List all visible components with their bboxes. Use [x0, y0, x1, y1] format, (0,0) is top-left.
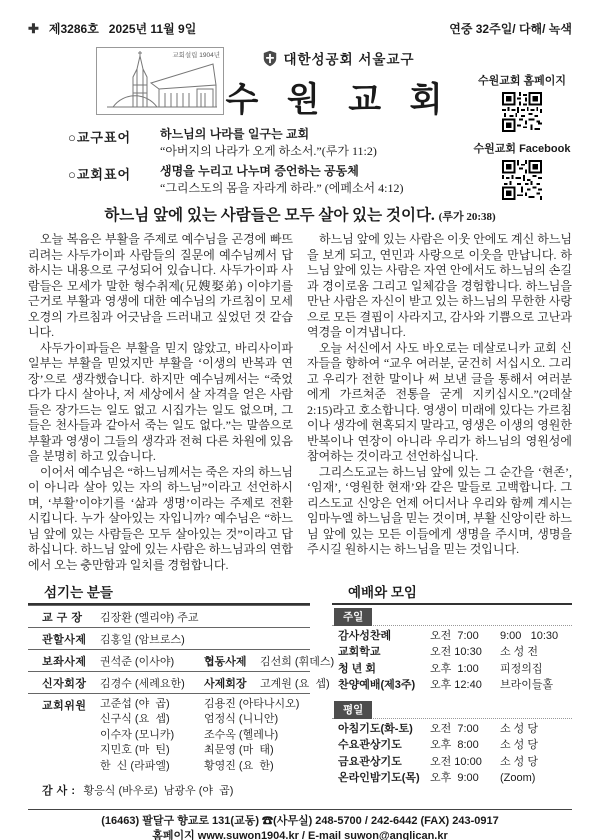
- cross-icon: ✚: [28, 20, 39, 36]
- diocese-motto-text: 하느님의 나라를 일구는 교회: [160, 127, 310, 141]
- diocese-shield-icon: [263, 50, 277, 67]
- issue-number: 제3286호: [48, 22, 99, 36]
- church-motto-text: 생명을 누리고 나누며 증언하는 공동체: [160, 164, 359, 178]
- worship-row: 수요관상기도 오후 8:00 소 성 당: [338, 739, 538, 751]
- sunday-badge: 주일: [334, 608, 372, 626]
- worship-section: [332, 581, 572, 800]
- homepage-label: 수원교회 홈페이지: [477, 75, 567, 87]
- footer-address-phone: (16463) 팔달구 향교로 131(교동) ☎(사무실) 248-5700 / 242-6442 (FAX) 243-0917: [101, 815, 499, 827]
- sermon-article: [28, 232, 572, 573]
- worship-heading: 예배와 모임: [332, 581, 572, 605]
- worship-row: 교회학교 오전 10:30 소 성 전: [338, 646, 538, 658]
- article-right-column: [307, 232, 572, 573]
- committee-member: 최문영 (마 태): [204, 744, 274, 756]
- church-founded-caption: 교회설립 1904년: [172, 52, 220, 59]
- issue-header: [28, 20, 572, 37]
- table-row: 보좌사제 권석준 (이사야) 협동사제 김선희 (휘데스): [28, 649, 310, 671]
- church-title: 수 원 교 회: [225, 82, 453, 119]
- worship-row: 금요관상기도 오전 10:00 소 성 당: [338, 755, 538, 768]
- facebook-qr-code: [502, 160, 542, 200]
- committee-member: 지민호 (마 틴): [100, 744, 170, 756]
- weekday-section-header: [332, 698, 572, 719]
- committee-col-2: [204, 697, 308, 775]
- paragraph: 오늘 복음은 부활을 주제로 예수님을 곤경에 빠뜨리려는 사두가이파 사람들의 질문에 예수님께서 답하시는 내용으로 구성되어 있습니다. 사두가이파 사람들은 모세가 말한 형수취제(兄嫂娶弟) 이야기를 근거로 부활과 영생에 대한 예수님의 가르침이 모세오경의 가르침과 어긋남을 드러내고 싶었던 것 같습니다.: [28, 232, 293, 339]
- table-row: 관할사제 김홍일 (암브로스): [28, 627, 310, 649]
- worship-row: 아침기도(화-토) 오전 7:00 소 성 당: [338, 722, 538, 735]
- issue-date: 2025년 11월 9일: [108, 22, 197, 36]
- table-row: 교 구 장 김장환 (엘리야) 주교: [28, 605, 310, 627]
- paragraph: 이어서 예수님은 “하느님께서는 죽은 자의 하느님이 아니라 살아 있는 자의 하느님”이라고 선언하시며, ‘부활’이야기를 ‘삶과 생명’이라는 주제로 전환시킵니다. 누가 살아있는 자입니까? 예수님은 “하느님 앞에 있는 사람들은 모두 살아있는 것”이라고 답하십니다. 하느님 앞에 있는 사람은 하느님과의 연합에서 오는 충만함과 일치를 경험합니다.: [28, 464, 293, 572]
- worship-row: 온라인밤기도(목) 오후 9:00 (Zoom): [338, 772, 536, 784]
- paragraph: 하느님 앞에 있는 사람은 이웃 안에도 계신 하느님을 보게 되고, 연민과 사랑으로 이웃을 만납니다. 하느님 앞에 있는 사람은 자연 안에서도 하느님의 손길과 경이로움 그리고 일체감을 경험합니다. 하느님을 만난 사람은 자신이 받고 있는 하느님의 무한한 사랑으로 모든 결핍이 사라지고, 감사와 기쁨으로 고난과 역경을 이겨냅니다.: [307, 232, 572, 339]
- diocese-motto-verse: “아버지의 나라가 오게 하소서.”(루가 11:2): [160, 144, 377, 158]
- servants-section: [28, 581, 335, 800]
- footer-web-email: 홈페이지 www.suwon1904.kr / E-mail suwon@anglican.kr: [152, 830, 448, 840]
- headline-reference: (루가 20:38): [438, 211, 496, 223]
- committee-member: 고준섭 (야 곱): [100, 697, 170, 710]
- footer: [28, 809, 572, 840]
- worship-row: 감사성찬례 오전 7:00 9:00 10:30: [338, 629, 559, 642]
- auditor-row: 감 사 : 황응식 (바우로) 남광우 (야 곱): [42, 784, 234, 797]
- servants-heading: 섬기는 분들: [28, 581, 310, 605]
- homepage-qr-code: [502, 92, 542, 132]
- church-motto-label: ○교회표어: [68, 167, 132, 182]
- committee-member: 신구식 (요 셉): [100, 713, 170, 725]
- paragraph: 오늘 서신에서 사도 바오로는 데살로니카 교회 신자들을 향하여 “교우 여러분, 굳건히 서십시오. 그리고 우리가 전한 말이나 써 보낸 글을 통해서 여러분에게 가르쳐준 전통을 굳게 지키십시오.”(2데살 2:15)라고 호소합니다. 영생이 미래에 있다는 가르침이나 생각에 현혹되지 말라고, 영생은 이생의 영원한 반복이나 연장이 아니라 우리가 하느님의 영원성에 참여하는 것이라고 선언하십니다.: [307, 340, 572, 463]
- diocese-motto-label: ○교구표어: [68, 130, 132, 145]
- committee-col-1: [100, 697, 204, 775]
- paragraph: 사두가이파들은 부활을 믿지 않았고, 바리사이파 일부는 부활을 믿었지만 부활을 ‘이생의 반복과 연장’으로 생각했습니다. 하지만 예수님께서는 “죽었다가 다시 살아나, 저 세상에서 살 자격을 얻은 사람들은 장가드는 일도 없고 시집가는 일도 없으며, 그들은 천사들과 같아서 죽는 일도 없다.”는 말씀으로 부활과 영생이 그들의 생각과 전혀 다른 차원에 있음을 분명히 하고 있습니다.: [28, 340, 293, 463]
- table-row: 신자회장 김경수 (세례요한) 사제회장 고계원 (요 셉): [28, 671, 310, 693]
- committee-member: 이수자 (모니카): [100, 728, 175, 741]
- paragraph: 그리스도교는 하느님 앞에 있는 그 순간을 ‘현존’, ‘임재’, ‘영원한 현재’와 같은 말들로 고백합니다. 그리스도교 신앙은 언제 어디서나 우리와 함께 계시는 임마누엘 하느님을 믿는 것이며, 부활 신앙이란 하느님 앞에 있는 모든 이들에게 생명을 주시며, 생명을 주시길 원하시는 하느님을 믿는 것입니다.: [307, 464, 572, 556]
- worship-row: 청 년 회 오후 1:00 피정의집: [338, 662, 543, 675]
- church-motto-verse: “그리스도의 몸을 자라게 하라.” (에페소서 4:12): [160, 181, 404, 195]
- committee-member: 엄정식 (니니안): [204, 713, 279, 725]
- committee-member: 한 신 (라파엘): [100, 759, 170, 772]
- facebook-label: 수원교회 Facebook: [473, 143, 571, 155]
- diocese-name: 대한성공회 서울교구: [283, 52, 415, 67]
- weekday-badge: 평일: [334, 701, 372, 719]
- church-illustration: [96, 47, 224, 115]
- committee-row: 교회위원 고준섭 (야 곱) 신구식 (요 셉) 이수자 (모니카) 지민호 (마 틴) 한 신 (라파엘) 김용진 (아타나시오) 엄정식 (니니안) 조수옥 (헬레나) 최문영 (마 태) 황영진 (요 한): [28, 693, 310, 777]
- headline-text: 하느님 앞에 있는 사람들은 모두 살아 있는 것이다.: [104, 207, 435, 224]
- committee-member: 김용진 (아타나시오): [204, 697, 300, 710]
- liturgical-info: 연중 32주일/ 다해/ 녹색: [449, 22, 572, 36]
- committee-member: 조수옥 (헬레나): [204, 728, 279, 741]
- sunday-section-header: [332, 605, 572, 626]
- qr-rail: [466, 72, 578, 208]
- worship-row: 찬양예배(제3주) 오후 12:40 브라이들홀: [338, 679, 554, 691]
- committee-member: 황영진 (요 한): [204, 759, 274, 772]
- article-left-column: [28, 232, 293, 573]
